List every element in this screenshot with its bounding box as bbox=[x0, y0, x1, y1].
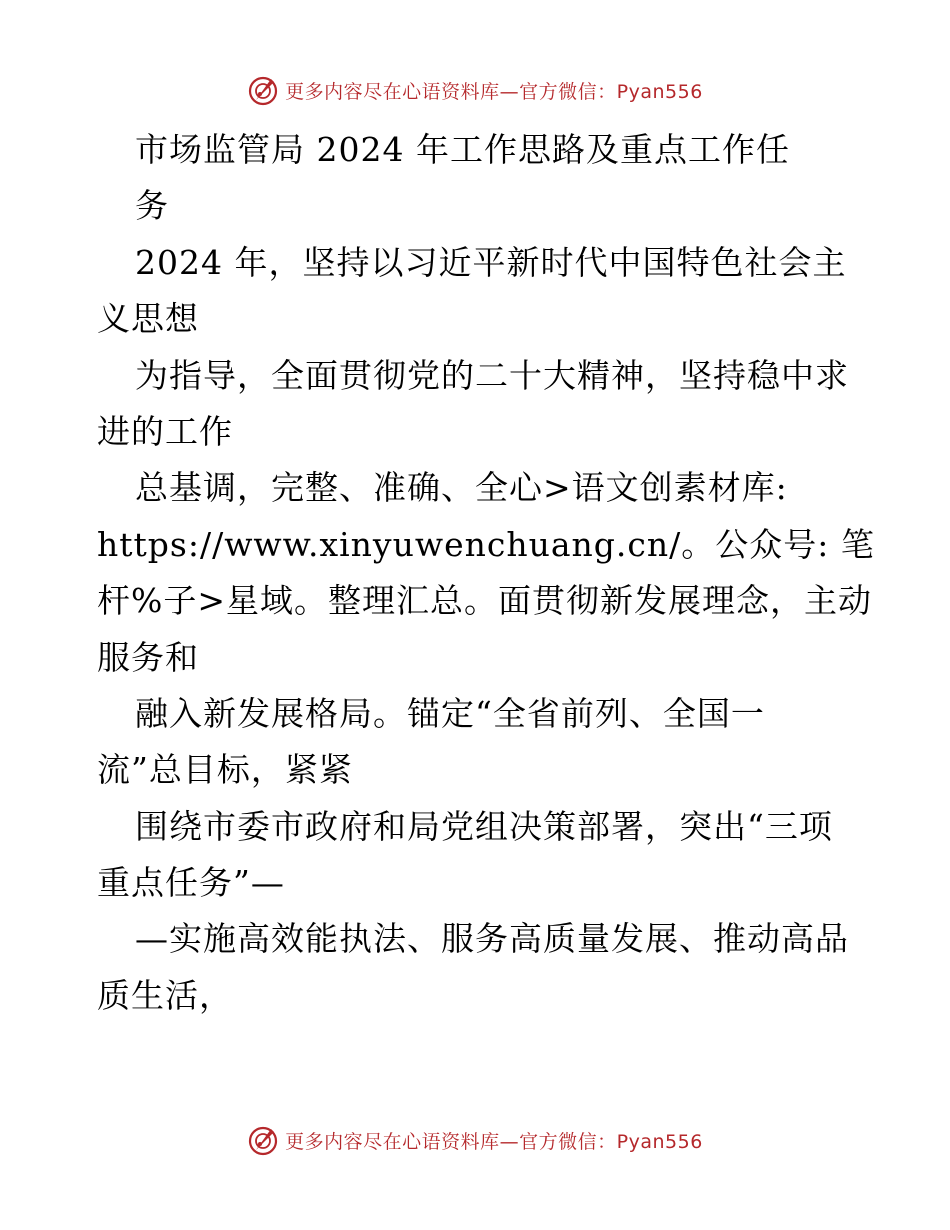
paragraph-line: 2024 年，坚持以习近平新时代中国特色社会主 bbox=[135, 242, 847, 282]
title-line-2: 务 bbox=[135, 186, 169, 226]
quill-seal-icon bbox=[247, 1124, 279, 1156]
paragraph-line: https://www.xinyuwenchuang.cn/。公众号: 笔 bbox=[97, 524, 875, 564]
paragraph-line: 总基调，完整、准确、全心>语文创素材库: bbox=[135, 468, 788, 508]
paragraph-line: 为指导，全面贯彻党的二十大精神，坚持稳中求 bbox=[135, 355, 849, 395]
paragraph-line: 义思想 bbox=[97, 299, 199, 339]
header-watermark-text: 更多内容尽在心语资料库—官方微信：Pyan556 bbox=[285, 80, 703, 103]
paragraph-line: 流”总目标，紧紧 bbox=[97, 750, 353, 790]
paragraph-line: 融入新发展格局。锚定“全省前列、全国一 bbox=[135, 693, 765, 733]
paragraph-line: 质生活， bbox=[97, 975, 233, 1015]
paragraph-line: 进的工作 bbox=[97, 411, 233, 451]
paragraph-line: 围绕市委市政府和局党组决策部署，突出“三项 bbox=[135, 806, 833, 846]
footer-watermark-text: 更多内容尽在心语资料库—官方微信：Pyan556 bbox=[285, 1130, 703, 1153]
paragraph-line: 服务和 bbox=[97, 637, 199, 677]
paragraph-line: 重点任务”— bbox=[97, 863, 285, 903]
paragraph-line: 杆%子>星域。整理汇总。面贯彻新发展理念，主动 bbox=[97, 581, 873, 621]
paragraph-line: —实施高效能执法、服务高质量发展、推动高品 bbox=[135, 919, 849, 959]
title-line-1: 市场监管局 2024 年工作思路及重点工作任 bbox=[135, 130, 790, 169]
quill-seal-icon bbox=[247, 74, 279, 106]
header-watermark bbox=[0, 70, 950, 110]
footer-watermark bbox=[0, 1120, 950, 1160]
document-body bbox=[97, 122, 875, 1024]
